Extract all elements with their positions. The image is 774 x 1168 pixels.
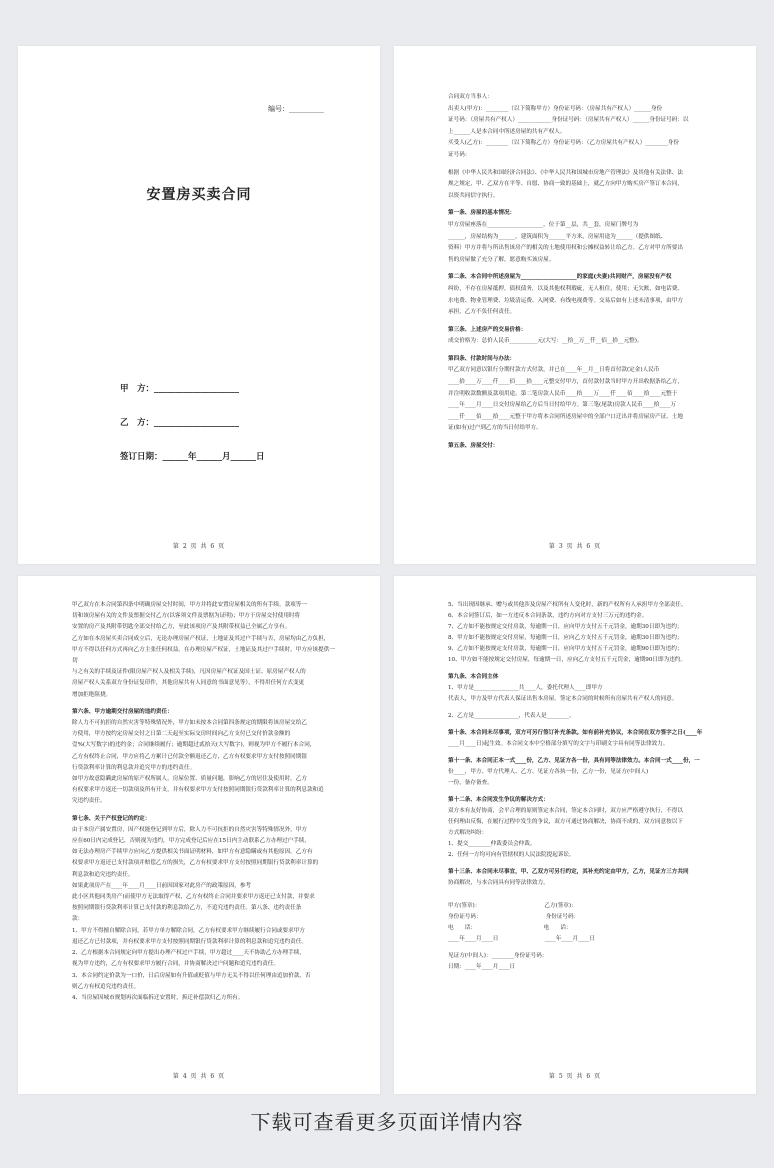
text-line: 此小区其他同类房产)而使甲方无法取得产权，乙方有权终止合同并要求甲方返还已支付款，并要求 (72, 894, 315, 901)
text-line: 第十一条、本合同正本一式____份，乙方、见证方各一份，具有同等法律效力。本合同一式____份，一 (448, 758, 700, 764)
text-line: 2、乙方根据本合同规定向甲方提出办理产权过户手续，甲方超过____天不协助乙方办理手续， (72, 950, 305, 957)
text-line: 根据《中华人民共和国经济合同法》、《中华人民共和国城市房地产管理法》及其他有关法律、法 (448, 169, 683, 176)
page-footer: 第 5 页 共 6 页 (548, 1073, 602, 1080)
text-line: 安置的房产及其附带钥匙全部交付给乙方，至此该项房产及其附带权益已全属乙方享有。 (72, 624, 291, 631)
text-line: 款： (72, 916, 84, 923)
text-line: 有权要求甲方返还一切款项及所有开支，并有权要求甲方支付按照同期银行贷款利率计算的利息款和追 (72, 787, 324, 794)
text-line: 买受人(乙方)：________（以下简称乙方）身份证号码：（乙方房屋共有产权人）________身份 (448, 140, 679, 147)
page-body-text (448, 600, 716, 973)
text-line: 电 话： 电 话： (448, 925, 572, 931)
text-line: 1、提交________仲裁委员会仲裁。 (448, 841, 536, 847)
text-line: 证号码：（房屋共有产权人）____________身份证号码：（房屋共有产权人）______身份证号码：以 (448, 117, 689, 124)
text-line: 5、当出现因继承、赠与或其他涉及房屋产权所有人变化时，新的产权所有人承担甲方全部责任。 (448, 602, 687, 608)
party-b-line: 乙 方：____________________ (120, 418, 240, 428)
text-line: 任何理由反悔，在履行过程中发生的争议，双方可通过协商解决，协商不成的，双方同意按以下 (448, 819, 683, 825)
page-body-text (72, 600, 340, 1004)
text-line: 则乙方有权追究违约责任。 (72, 983, 140, 990)
text-line: 售的房屋做了充分了解，愿意购买该房屋。 (448, 256, 555, 263)
text-line: 证号码： (448, 151, 471, 158)
text-line: 第七条、关于产权登记的约定： (72, 815, 151, 822)
text-line: 出卖人(甲方)：________（以下简称甲方）身份证号码：（房屋共有产权人）______身份 (448, 105, 663, 112)
text-line: 视为甲方违约，乙方有权要求甲方履行合同，并协商解决过户问题和追究违约责任。 (72, 961, 279, 968)
text-line: 权要求甲方返还已支付款项并赔偿乙方的损失，乙方有权要求甲方支付按照同期银行贷款利率计算的 (72, 860, 319, 867)
document-page-3 (18, 576, 380, 1094)
text-line: 究违约责任。 (72, 798, 106, 805)
text-line: 第六条、甲方逾期交付房屋的违约责任： (72, 708, 173, 715)
page-footer: 第 3 页 共 6 页 (548, 543, 602, 550)
text-line: 如果此项房产在____年____月____日前因国家对此房产的政策原因，参考 (72, 882, 252, 889)
contract-number-label: 编号：__________ (268, 105, 324, 113)
text-line: 第十二条、本合同发生争议的解决方式： (448, 797, 549, 803)
text-line: ____年____月____日交付房屋给乙方后当日付给甲方。第三笔(尾款)房款人民币____拾____万 (448, 402, 677, 409)
text-line: ______，房屋结构为______，建筑面积为______平方米，房屋用途为______（提供图纸、 (448, 233, 667, 240)
text-line: ____月____日)起生效。本合同文本中空格部分填写的文字与印刷文字具有同等法律效力。 (448, 741, 669, 747)
text-line: 甲方(签章)： 乙方(签章)： (448, 903, 577, 909)
text-line: 承担，乙方不负任何责任。 (448, 309, 516, 316)
text-line: 并注明收款数额及款项用途。第二笔房款人民币____拾____万____仟____佰____拾____元整于 (448, 390, 678, 397)
text-line: 甲乙双方同意以银行分期付款方式付款，并已在____年__月__日将首付款(定金)人民币 (448, 367, 660, 374)
text-line: 身份证号码： 身份证号码： (448, 914, 580, 920)
document-page-2 (394, 46, 756, 564)
sign-date-line: 签订日期：______年______月______日 (120, 452, 265, 462)
text-line: 甲乙双方在本合同第四条中明确房屋交付时间，甲方并将此安置房屋相关的所有手续、款项等一 (72, 602, 307, 608)
text-line: 8、甲方如不能按规定交付房屋，每逾期一日，应向乙方支付五千元罚金，逾期30日即为违约； (448, 635, 683, 641)
text-line: 方使用，甲方按约定房屋交付之日第二天起至实际交房时间向乙方支付已交付价款金额的 (72, 731, 291, 738)
text-line: 3、本合同约定价款为一口价，日后房屋如有升值或贬值与甲方无关不得以任何理由追加价款，否 (72, 972, 311, 979)
text-line: 甲方不得以任何方式再向乙方主张任何权益。在办理房屋产权证，土地证及其过户手续时，甲方应该提供一切 (72, 646, 335, 665)
text-line: 按照同期银行贷款利率计算已支付款的利息款给乙方，不追究违约责任。第八条、违约责任条 (72, 905, 302, 912)
party-a-line: 甲 方：____________________ (120, 384, 240, 394)
text-line: 退还乙方已付款项，并有权要求甲方支付按照同期银行贷款利率计算的利息款和追究违约责任。 (72, 938, 307, 945)
text-line: 协商解决，与本合同具有同等法律效力。 (448, 880, 549, 886)
text-line: 除人力不可抗拒的自然灾害等特殊情况外，甲方如未按本合同第四条规定的期限将该房屋交给乙 (72, 720, 307, 727)
text-line: 与之有关的手续及证件(限房屋产权人及相关手续)，凡因房屋产权证及国土证、原房屋产权人的 (72, 669, 306, 676)
text-line: 切和该房屋有关的文件及票据交付乙方(以客须文件及票据为证明)；甲方于房屋交付使用时将 (72, 613, 301, 620)
text-line: 应在60日内完成登记，否则视为违约，甲方完成登记后应在15日内主动联系乙方办理过户手续， (72, 838, 310, 845)
document-page-4 (394, 576, 756, 1094)
text-line: 2、任何一方均可向有管辖权的人民法院提起诉讼。 (448, 852, 575, 858)
text-line: ____仟____佰____拾____元整于甲方将本合同所述房屋中的全部户口迁出并将房屋房产证、土地 (448, 413, 683, 420)
text-line: 水电费、物业管理费、垃圾清运费、入网费、有线电视费等。交易后如有上述未清事项，由甲方 (448, 297, 683, 304)
text-line: 第四条、付款时间与办法： (448, 355, 516, 362)
page-body-text (448, 92, 716, 453)
text-line: 甲方房屋座落在____________________，位于第__层，共__套，房屋门牌号为 (448, 221, 639, 228)
text-line: 第十三条、本合同未尽事宜，甲、乙双方可另行约定，其补充约定由甲方，乙方，见证方三方共同 (448, 869, 689, 875)
text-line: 2、乙方是________________，代表人是________。 (448, 713, 575, 719)
document-page-cover (18, 46, 380, 564)
text-line: 见证方(中间人)：________身份证号码： (448, 953, 548, 959)
text-line: 第二条、本合同中所述房屋为____________________的家庭(夫妻)共同财产，房屋没有产权 (448, 274, 672, 281)
text-line: 资料）甲方并将与所出售该房产的相关的土地使用权和公摊权益转让给乙方。乙方对甲方所要出 (448, 245, 683, 252)
text-line: 由于本房产属安置房，因产权能登记到甲方后，除人力不可抗拒的自然灾害等特殊情况外，甲方 (72, 826, 307, 833)
text-line: 房屋产权人关系双方身份证复印件，其他房屋共有人同意的书面意见等），不得用任何方式变更 (72, 680, 305, 687)
text-line: 乙方如在本房屋买卖合同成立后，无论办理房屋产权证，土地证及其过户手续与否，房屋均由乙方负担， (72, 635, 330, 642)
text-line: 以资共同信守执行。 (448, 192, 499, 199)
text-line: 份____，甲方、甲方代理人、乙方、见证方各执一份，乙方一份，见证方(中间人) (448, 769, 649, 775)
text-line: 6、本合同签订后，如一方违反本合同条款，违约方向对方支付三万元的违约金。 (448, 613, 648, 619)
text-line: 乙方有权终止合同，甲方应将乙方累计已付款全额返还乙方，乙方有权要求甲方支付按照同期银 (72, 753, 307, 760)
text-line: 证(如有)过户到乙方的当日付给甲方。 (448, 425, 542, 432)
text-line: 双方本有友好协商，会平合理的原则签定本合同，签定本合同时，双方应严格遵守执行，不得以 (448, 808, 683, 814)
text-line: 9、乙方如不能按规定支付房款，每逾期一日，应向甲方支付五千元罚金，逾期90日即为违约； (448, 646, 683, 652)
download-caption: 下载可查看更多页面详情内容 (250, 1110, 524, 1134)
text-line: ____年____月____日 ____年____月____日 (448, 936, 595, 942)
text-line: 第一条、房屋的基本情况： (448, 210, 516, 217)
text-line: 行贷款利率计算的利息款并追究甲方的违约责任。 (72, 764, 196, 771)
text-line: 壹%(大写数字)的违约金；合同继续履行；逾期超过贰拾天(大写数字)，则视为甲方不履行本合同， (72, 742, 316, 749)
text-line: 7、乙方如不能按规定交付房款，每逾期一日，应向甲方支付五千元罚金，逾期30日即为违约； (448, 624, 683, 630)
page-footer: 第 2 页 共 6 页 (172, 543, 226, 550)
text-line: 方式解决纠纷： (448, 830, 488, 836)
text-line: 第五条、房屋交付： (448, 443, 499, 450)
text-line: 一份，备存备查。 (448, 780, 493, 786)
document-title: 安置房买卖合同 (146, 187, 252, 203)
text-line: 4、当房屋因城市规划再次面临拆迁安置时，拆迁补偿款归乙方所有。 (72, 994, 244, 1001)
text-line: 合同双方当事人： (448, 94, 493, 100)
text-line: 利息款和追究违约责任。 (72, 871, 134, 878)
text-line: 代表人，甲方及甲方代表人保证出售本房屋。签定本合同的时候所有房屋共有产权人的同意。 (448, 696, 678, 702)
text-line: 1、甲方不得擅自解除合同，若甲方单方解除合同，乙方有权要求甲方继续履行合同或要求甲方 (72, 927, 305, 934)
text-line: 第十条、本合同未尽事项，双方可另行签订补充条款。如有前补充协议，本合同在双方签字之日(____年 (448, 730, 703, 736)
text-line: 成交价格为：总价人民币__________元(大写：__拾__万__仟__佰__拾__元整)。 (448, 338, 643, 345)
text-line: 10、甲方如不能按规定交付房屋，每逾期一日，应向乙方支付五千元罚金，逾期90日即为违约。 (448, 657, 686, 663)
text-line: 第三条、上述房产的交易价格： (448, 326, 527, 333)
text-line: 第九条、本合同主体 (448, 674, 499, 680)
text-line: 规之规定，甲、乙双方在平等、自愿、协商一致的基础上，就乙方向甲方购买房产签订本合同， (448, 181, 683, 188)
text-line: 纠纷，不存在房屋抵押，债权债务，以及其他权利瑕疵，无人租住，使用；无欠账，如电话费、 (448, 285, 683, 292)
text-line: ____拾____万____仟____佰____拾____元整交付甲方，首付款付款当时甲方开出收据条给乙方， (448, 379, 683, 386)
text-line: 如无法办理房产手续甲方应向乙方提供相关书面证明材料，如甲方有意隐瞒或有其他原因，乙方有 (72, 849, 313, 856)
page-footer: 第 4 页 共 6 页 (172, 1073, 226, 1080)
text-line: 1、甲方是________________共____人，委托代理人____即甲方 (448, 685, 603, 691)
text-line: 上______人是本合同中所述房屋的共有产权人。 (448, 128, 566, 135)
text-line: 日期：____年____月____日 (448, 964, 516, 970)
text-line: 增加拒绝阻挠。 (72, 691, 112, 698)
text-line: 如甲方故意隐瞒此房屋的原产权所属人，房屋位置、质量问题，影响乙方的居住及使用时，乙方 (72, 776, 307, 783)
